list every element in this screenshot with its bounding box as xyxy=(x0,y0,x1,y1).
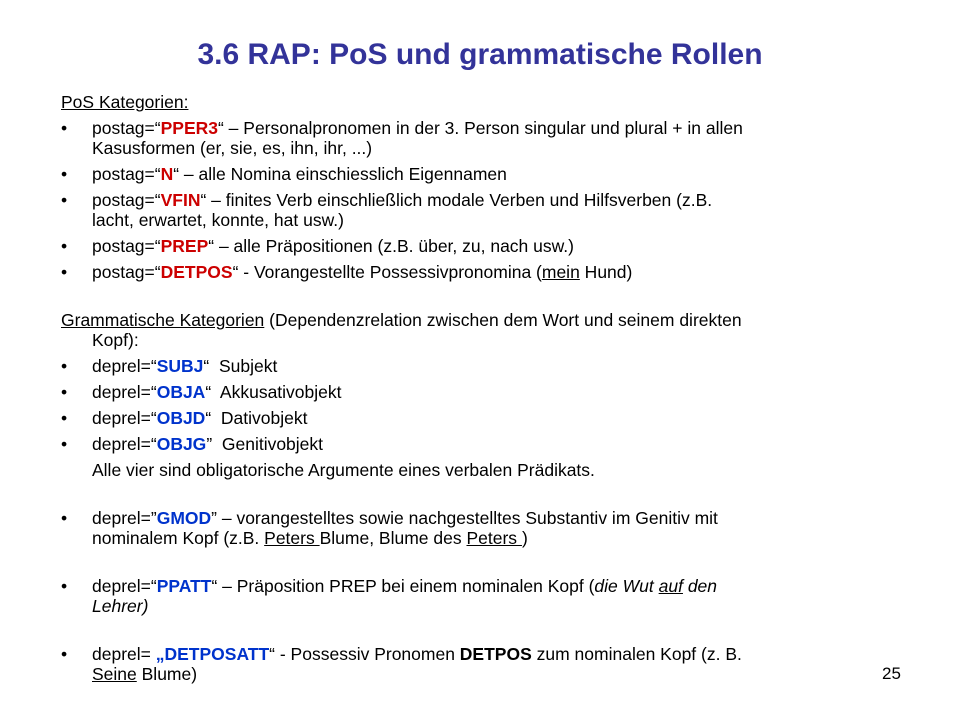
pos-item-vfin: • postag=“VFIN“ – finites Verb einschließlich modale Verben und Hilfsverben (z.B. lacht, erwartet, konnte, hat usw.) xyxy=(61,190,713,230)
bullet-dot: • xyxy=(61,356,68,376)
bullet-dot: • xyxy=(61,576,68,596)
gram-item-detposatt: • deprel= „DETPOSATT“ - Possessiv Pronomen DETPOS zum nominalen Kopf (z. B. Seine Blume) xyxy=(61,644,742,684)
gram-item-obja: • deprel=“OBJA“ Akkusativobjekt xyxy=(61,382,342,402)
bullet-dot: • xyxy=(61,164,68,184)
pos-item-n: • postag=“N“ – alle Nomina einschiesslich Eigennamen xyxy=(61,164,507,184)
gram-item-gmod: • deprel=”GMOD” – vorangestelltes sowie nachgestelltes Substantiv im Genitiv mit nominalem Kopf (z.B. Peters Blume, Blume des Peters ) xyxy=(61,508,718,548)
bullet-dot: • xyxy=(61,508,68,528)
bullet-dot: • xyxy=(61,236,68,256)
bullet-dot: • xyxy=(61,190,68,210)
bullet-dot: • xyxy=(61,262,68,282)
pos-item-prep: • postag=“PREP“ – alle Präpositionen (z.B. über, zu, nach usw.) xyxy=(61,236,574,256)
bullet-dot: • xyxy=(61,408,68,428)
gram-item-ppatt: • deprel=“PPATT“ – Präposition PREP bei einem nominalen Kopf (die Wut auf den Lehrer) xyxy=(61,576,718,616)
obligatory-note: Alle vier sind obligatorische Argumente eines verbalen Prädikats. xyxy=(92,460,595,480)
page-number: 25 xyxy=(882,664,901,683)
pos-heading: PoS Kategorien: xyxy=(61,92,189,112)
bullet-dot: • xyxy=(61,434,68,454)
gram-item-subj: • deprel=“SUBJ“ Subjekt xyxy=(61,356,278,376)
pos-item-detpos: • postag=“DETPOS“ - Vorangestellte Possessivpronomina (mein Hund) xyxy=(61,262,633,282)
gram-item-objg: • deprel=“OBJG” Genitivobjekt xyxy=(61,434,324,454)
slide-title: 3.6 RAP: PoS und grammatische Rollen xyxy=(197,38,763,71)
gram-item-objd: • deprel=“OBJD“ Dativobjekt xyxy=(61,408,308,428)
bullet-dot: • xyxy=(61,644,68,664)
bullet-dot: • xyxy=(61,382,68,402)
gram-heading: Grammatische Kategorien (Dependenzrelation zwischen dem Wort und seinem direkten Kopf): xyxy=(61,310,742,350)
slide-body xyxy=(61,92,911,684)
pos-item-pper3: • postag=“PPER3“ – Personalpronomen in der 3. Person singular und plural + in allen Kasusformen (er, sie, es, ihn, ihr, ...) xyxy=(61,118,743,158)
bullet-dot: • xyxy=(61,118,68,138)
